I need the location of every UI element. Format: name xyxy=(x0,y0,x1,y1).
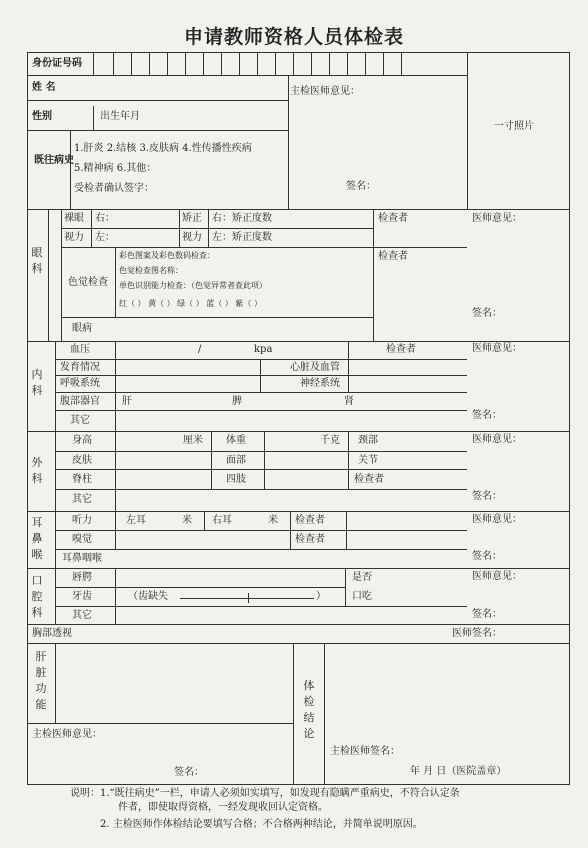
kidney-label: 肾 xyxy=(344,396,354,407)
eye-examiner-label: 检查者 xyxy=(378,213,408,224)
note-line2: 件者，即使取得资格，一经发现收回认定资格。 xyxy=(118,802,328,813)
form-title: 申请教师资格人员体检表 xyxy=(183,26,404,48)
chief-sign-label: 签名： xyxy=(346,181,376,192)
oral-other-label: 其它 xyxy=(72,610,92,621)
smell-label: 嗅觉 xyxy=(72,534,92,545)
eye-section-label: 眼科 xyxy=(31,246,43,275)
internal-doctor-sign: 签名： xyxy=(472,410,502,421)
left-ear-unit: 米 xyxy=(182,515,192,526)
missing-teeth-close: ） xyxy=(316,591,326,602)
internal-other-label: 其它 xyxy=(70,415,90,426)
nerve-label: 神经系统 xyxy=(300,378,340,389)
stutter-label-b: 口吃 xyxy=(352,591,372,602)
oral-doctor-sign: 签名： xyxy=(472,609,502,620)
corrected-vision-label: 视力 xyxy=(182,232,202,243)
oral-doctor-opinion: 医师意见： xyxy=(472,571,522,582)
lips-label: 唇腭 xyxy=(72,572,92,583)
face-label: 面部 xyxy=(226,455,246,466)
ent-disease-label: 耳鼻咽喉 xyxy=(62,553,102,564)
spine-label: 脊柱 xyxy=(72,474,92,485)
teeth-label: 牙齿 xyxy=(72,591,92,602)
note-line1: 说明：1.“既往病史”一栏，申请人必须如实填写，如发现有隐瞒严重病史，不符合认定条 xyxy=(70,788,460,799)
surgery-examiner-label: 检查者 xyxy=(354,474,384,485)
note-line3: 2. 主检医师作体检结论要填写合格；不合格两种结论，并简单说明原因。 xyxy=(100,819,423,830)
surgery-doctor-opinion: 医师意见： xyxy=(472,434,522,445)
corrected-label: 矫正 xyxy=(182,213,202,224)
bp-unit: kpa xyxy=(254,344,273,355)
eye-doctor-sign: 签名： xyxy=(472,308,502,319)
eye-doctor-opinion: 医师意见： xyxy=(472,213,522,224)
left-corrected-label: 左：矫正度数 xyxy=(212,232,272,243)
liver-function-label: 肝脏功能 xyxy=(35,650,47,711)
smell-examiner-label: 检查者 xyxy=(295,534,325,545)
surgery-other-label: 其它 xyxy=(72,494,92,505)
chief-opinion-label: 主检医师意见： xyxy=(290,86,360,97)
right-corrected-label: 右：矫正度数 xyxy=(212,213,272,224)
weight-label: 体重 xyxy=(226,435,246,446)
internal-doctor-opinion: 医师意见： xyxy=(472,343,522,354)
ent-doctor-sign: 签名： xyxy=(472,551,502,562)
left-ear-label: 左耳 xyxy=(126,515,146,526)
liver-chief-opinion: 主检医师意见： xyxy=(32,729,102,740)
height-label: 身高 xyxy=(72,435,92,446)
history-label: 既往病史 xyxy=(34,155,74,166)
vision-label: 视力 xyxy=(64,232,84,243)
medical-exam-form xyxy=(27,52,570,785)
hearing-label: 听力 xyxy=(72,515,92,526)
weight-unit: 千克 xyxy=(320,435,340,446)
right-ear-label: 右耳 xyxy=(212,515,232,526)
neck-label: 颈部 xyxy=(358,435,378,446)
gender-label: 性别 xyxy=(32,111,52,122)
abdomen-label: 腹部器官 xyxy=(60,396,100,407)
id-number-label: 身份证号码 xyxy=(32,58,82,69)
naked-eye-label: 裸眼 xyxy=(64,213,84,224)
bp-label: 血压 xyxy=(70,344,90,355)
history-line1: 1.肝炎 2.结核 3.皮肤病 4.性传播性疾病 xyxy=(74,143,252,154)
conclusion-label: 体检结论 xyxy=(303,679,315,740)
stutter-label-a: 是否 xyxy=(352,572,372,583)
ent-section-label: 耳鼻喉 xyxy=(31,516,43,561)
birth-label: 出生年月 xyxy=(100,111,140,122)
name-label: 姓 名 xyxy=(32,82,56,93)
color-check-label: 色觉检查 xyxy=(68,277,108,288)
chest-xray-label: 胸部透视 xyxy=(32,628,72,639)
liver-sign-label: 签名： xyxy=(174,767,204,778)
oral-section-label: 口腔科 xyxy=(31,574,43,619)
conclusion-date: 年 月 日（医院盖章） xyxy=(410,766,507,777)
internal-section-label: 内科 xyxy=(31,368,43,397)
surgery-section-label: 外科 xyxy=(31,456,43,485)
bp-slash: / xyxy=(198,344,202,355)
eye-left-label: 左： xyxy=(95,232,115,243)
skin-label: 皮肤 xyxy=(72,455,92,466)
limbs-label: 四肢 xyxy=(226,474,246,485)
internal-examiner-label: 检查者 xyxy=(386,344,416,355)
ent-doctor-opinion: 医师意见： xyxy=(472,514,522,525)
heart-label: 心脏及血管 xyxy=(290,362,340,373)
joint-label: 关节 xyxy=(358,455,378,466)
respiratory-label: 呼吸系统 xyxy=(60,378,100,389)
eye-right-label: 右： xyxy=(95,213,115,224)
right-ear-unit: 米 xyxy=(268,515,278,526)
history-line2: 5.精神病 6.其他： xyxy=(74,163,157,174)
hearing-examiner-label: 检查者 xyxy=(295,515,325,526)
conclusion-chief-sign: 主检医师签名： xyxy=(330,746,400,757)
color-line3: 单色识别能力检查：（色觉异常者查此项） xyxy=(119,281,267,290)
history-confirm: 受检者确认签字： xyxy=(74,183,154,194)
eye-disease-label: 眼病 xyxy=(72,323,92,334)
chest-doctor-sign: 医师签名： xyxy=(452,628,502,639)
spleen-label: 脾 xyxy=(232,396,242,407)
color-line2: 色觉检查图名称： xyxy=(119,266,183,275)
surgery-doctor-sign: 签名： xyxy=(472,491,502,502)
growth-label: 发育情况 xyxy=(60,362,100,373)
missing-teeth-label: （齿缺失 xyxy=(128,591,168,602)
color-line4: 红（ ） 黄（ ） 绿（ ） 蓝（ ） 紫（ ） xyxy=(119,299,262,308)
color-examiner-label: 检查者 xyxy=(378,251,408,262)
height-unit: 厘米 xyxy=(183,435,203,446)
photo-placeholder: 一寸照片 xyxy=(494,121,534,132)
color-line1: 彩色图案及彩色数码检查： xyxy=(119,251,215,260)
liver-label: 肝 xyxy=(122,396,132,407)
